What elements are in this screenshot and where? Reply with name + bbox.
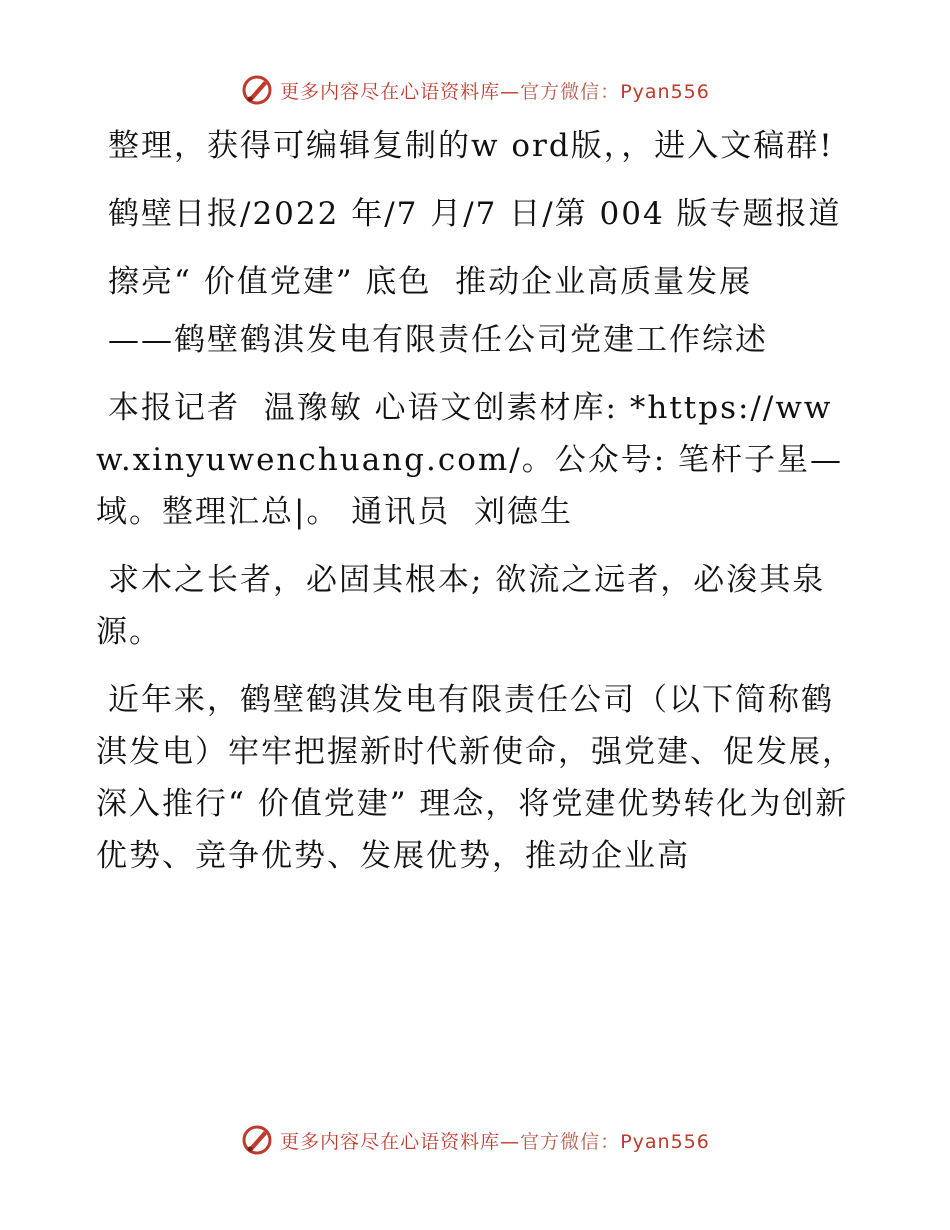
banner-wechat-label: 官方微信： [520,80,621,103]
header-banner [0,70,950,110]
banner-main-text: 更多内容尽在心语资料库 [280,1130,501,1153]
article-subtitle: ——鹤壁鹤淇发电有限责任公司党建工作综述 [108,322,768,358]
banner-wechat-label: 官方微信： [520,1130,621,1153]
banner-main-text: 更多内容尽在心语资料库 [280,80,501,103]
byline-paragraph: 本报记者 温豫敏 心语文创素材库: *https://www.xinyuwenchuang.com/。公众号: 笔杆子星—域。整理汇总|。 通讯员 刘德生 [96,390,843,530]
document-body [96,120,856,898]
source-line: 鹤壁日报/2022 年/7 月/7 日/第 004 版专题报道 [108,196,842,232]
article-title: 擦亮“ 价值党建” 底色 推动企业高质量发展 [108,264,753,300]
banner-wechat-id: Pyan556 [620,1130,710,1153]
banner-dash: — [500,1130,521,1153]
brush-logo-icon [240,73,274,107]
banner-wechat-id: Pyan556 [620,80,710,103]
intro-paragraph: 整理，获得可编辑复制的w ord版，，进入文稿群! [108,128,834,164]
brush-logo-icon [240,1123,274,1157]
body-paragraph: 近年来，鹤壁鹤淇发电有限责任公司（以下简称鹤淇发电）牢牢把握新时代新使命，强党建、促发展，深入推行“ 价值党建” 理念，将党建优势转化为创新优势、竞争优势、发展优势，推动企业高 [96,682,855,874]
banner-text [280,1127,710,1154]
footer-banner [0,1120,950,1160]
banner-dash: — [500,80,521,103]
quote-paragraph: 求木之长者，必固其根本; 欲流之远者，必浚其泉源。 [96,562,826,650]
banner-text [280,77,710,104]
